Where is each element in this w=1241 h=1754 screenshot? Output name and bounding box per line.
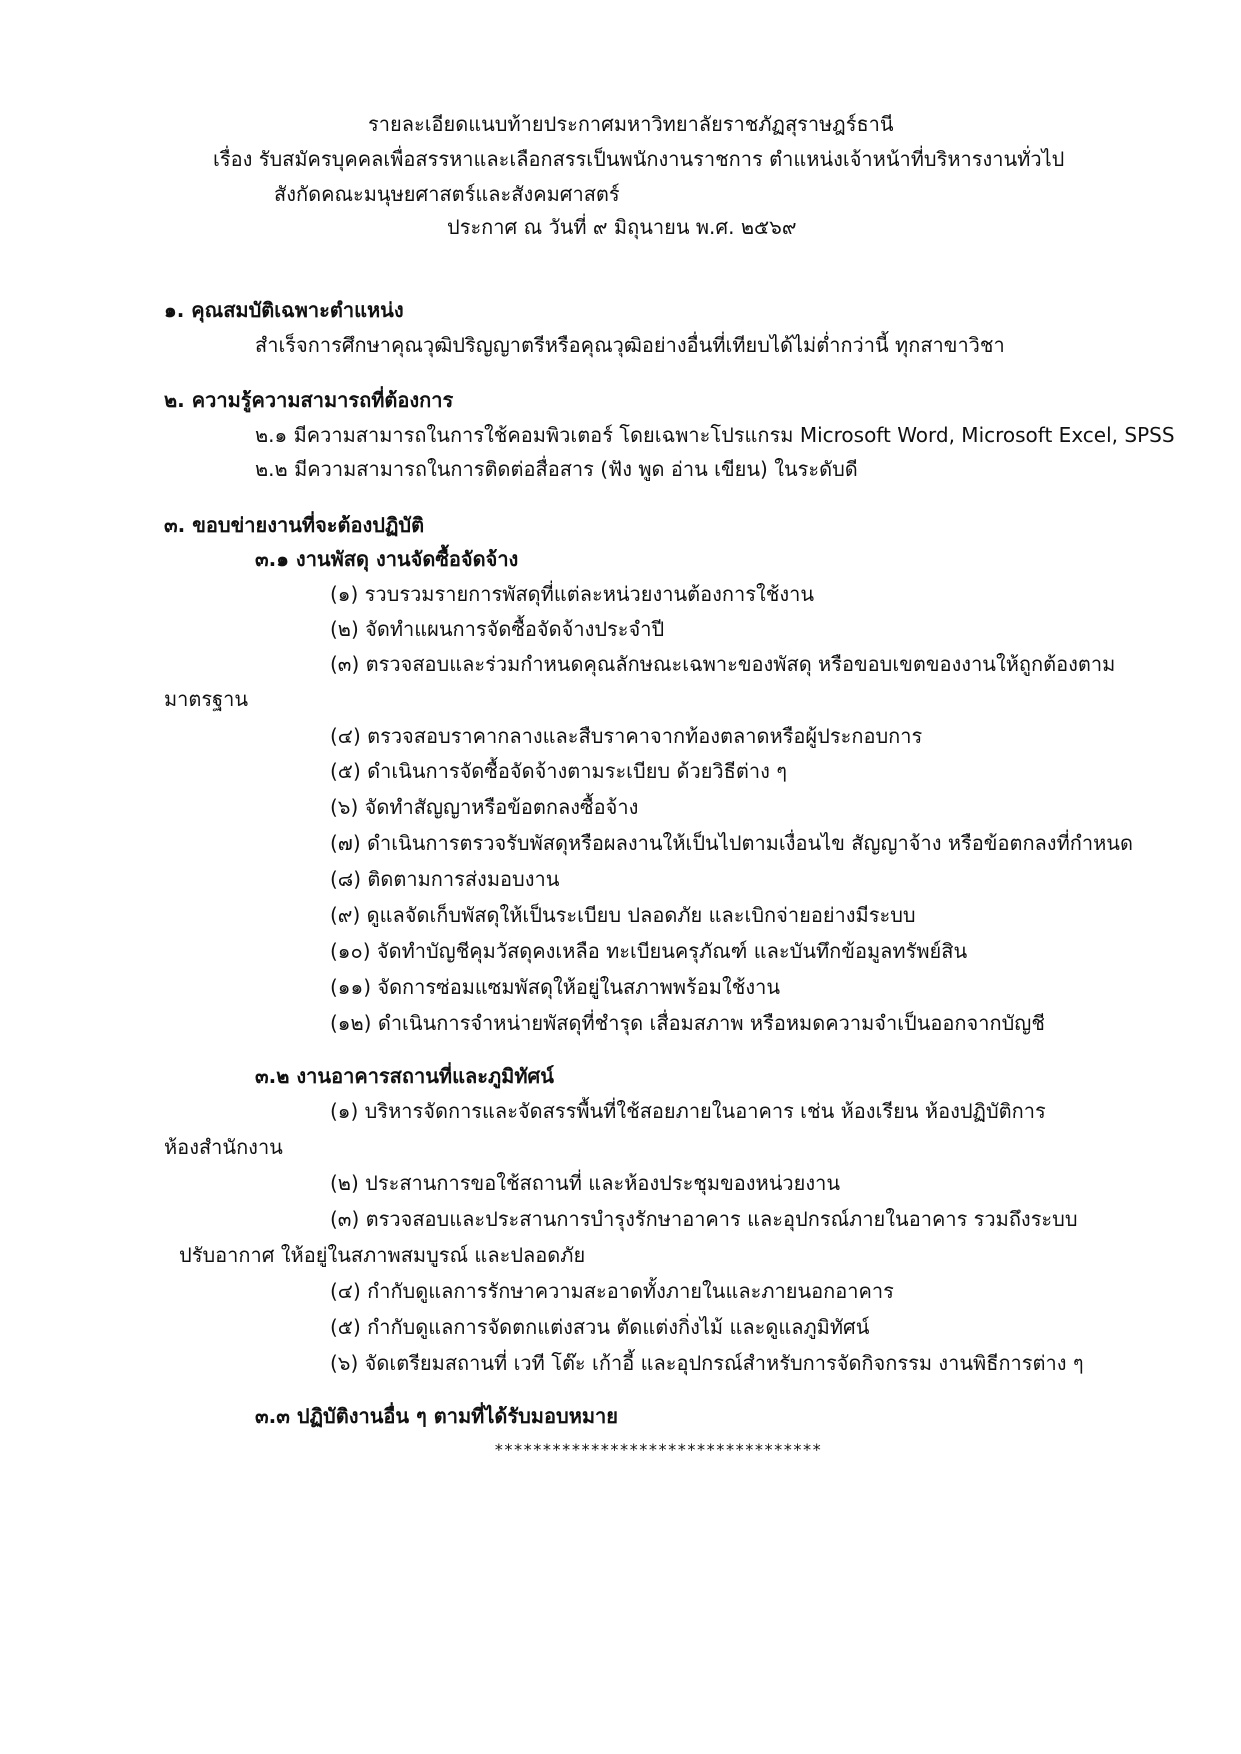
section-3-3-heading: ๓.๓ ปฏิบัติงานอื่น ๆ ตามที่ได้รับมอบหมาย xyxy=(255,1404,619,1428)
section-1-heading: ๑. คุณสมบัติเฉพาะตำแหน่ง xyxy=(164,298,404,322)
section-3-1-item-4: (๔) ตรวจสอบราคากลางและสืบราคาจากท้องตลาดหรือผู้ประกอบการ xyxy=(330,724,923,748)
section-3-1-item-10: (๑๐) จัดทำบัญชีคุมวัสดุคงเหลือ ทะเบียนครุภัณฑ์ และบันทึกข้อมูลทรัพย์สิน xyxy=(330,939,968,963)
section-3-2-item-3-cont: ปรับอากาศ ให้อยู่ในสภาพสมบูรณ์ และปลอดภัย xyxy=(179,1243,586,1267)
section-3-1-item-7: (๗) ดำเนินการตรวจรับพัสดุหรือผลงานให้เป็นไปตามเงื่อนไข สัญญาจ้าง หรือข้อตกลงที่กำหนด xyxy=(330,831,1133,855)
section-1-text: สำเร็จการศึกษาคุณวุฒิปริญญาตรีหรือคุณวุฒิอย่างอื่นที่เทียบได้ไม่ต่ำกว่านี้ ทุกสาขาวิชา xyxy=(255,333,1005,357)
section-3-1-item-12: (๑๒) ดำเนินการจำหน่ายพัสดุที่ชำรุด เสื่อมสภาพ หรือหมดความจำเป็นออกจากบัญชี xyxy=(330,1011,1045,1035)
section-3-1-item-9: (๙) ดูแลจัดเก็บพัสดุให้เป็นระเบียบ ปลอดภัย และเบิกจ่ายอย่างมีระบบ xyxy=(330,903,916,927)
section-3-2-heading: ๓.๒ งานอาคารสถานที่และภูมิทัศน์ xyxy=(255,1064,554,1088)
section-3-2-item-3: (๓) ตรวจสอบและประสานการบำรุงรักษาอาคาร และอุปกรณ์ภายในอาคาร รวมถึงระบบ xyxy=(330,1207,1078,1231)
header-date: ประกาศ ณ วันที่ ๙ มิถุนายน พ.ศ. ๒๕๖๙ xyxy=(447,215,797,239)
section-2-item-2: ๒.๒ มีความสามารถในการติดต่อสื่อสาร (ฟัง พูด อ่าน เขียน) ในระดับดี xyxy=(255,457,858,481)
section-3-1-item-6: (๖) จัดทำสัญญาหรือข้อตกลงซื้อจ้าง xyxy=(330,795,639,819)
footer-separator: ********************************** xyxy=(494,1440,822,1459)
section-3-1-heading: ๓.๑ งานพัสดุ งานจัดซื้อจัดจ้าง xyxy=(255,547,519,571)
section-3-2-item-6: (๖) จัดเตรียมสถานที่ เวที โต๊ะ เก้าอี้ และอุปกรณ์สำหรับการจัดกิจกรรม งานพิธีการต่าง ๆ xyxy=(330,1351,1084,1375)
section-3-1-item-8: (๘) ติดตามการส่งมอบงาน xyxy=(330,867,560,891)
section-3-2-item-5: (๕) กำกับดูแลการจัดตกแต่งสวน ตัดแต่งกิ่งไม้ และดูแลภูมิทัศน์ xyxy=(330,1315,870,1339)
section-3-1-item-3-cont: มาตรฐาน xyxy=(164,687,249,711)
section-3-2-item-2: (๒) ประสานการขอใช้สถานที่ และห้องประชุมของหน่วยงาน xyxy=(330,1171,841,1195)
header-department: สังกัดคณะมนุษยศาสตร์และสังคมศาสตร์ xyxy=(274,182,620,206)
section-3-1-item-1: (๑) รวบรวมรายการพัสดุที่แต่ละหน่วยงานต้องการใช้งาน xyxy=(330,582,815,606)
header-title: รายละเอียดแนบท้ายประกาศมหาวิทยาลัยราชภัฏสุราษฎร์ธานี xyxy=(368,112,894,136)
section-3-2-item-4: (๔) กำกับดูแลการรักษาความสะอาดทั้งภายในและภายนอกอาคาร xyxy=(330,1279,894,1303)
section-3-1-item-11: (๑๑) จัดการซ่อมแซมพัสดุให้อยู่ในสภาพพร้อมใช้งาน xyxy=(330,975,780,999)
section-3-2-item-1: (๑) บริหารจัดการและจัดสรรพื้นที่ใช้สอยภายในอาคาร เช่น ห้องเรียน ห้องปฏิบัติการ xyxy=(330,1099,1046,1123)
section-2-heading: ๒. ความรู้ความสามารถที่ต้องการ xyxy=(164,388,454,412)
header-subject: เรื่อง รับสมัครบุคคลเพื่อสรรหาและเลือกสรรเป็นพนักงานราชการ ตำแหน่งเจ้าหน้าที่บริหารงานทั่วไป xyxy=(213,147,1065,171)
section-3-2-item-1-cont: ห้องสำนักงาน xyxy=(164,1135,283,1159)
section-2-item-1: ๒.๑ มีความสามารถในการใช้คอมพิวเตอร์ โดยเฉพาะโปรแกรม Microsoft Word, Microsoft Excel, SPSS xyxy=(255,423,1175,447)
section-3-1-item-2: (๒) จัดทำแผนการจัดซื้อจัดจ้างประจำปี xyxy=(330,617,665,641)
section-3-1-item-5: (๕) ดำเนินการจัดซื้อจัดจ้างตามระเบียบ ด้วยวิธีต่าง ๆ xyxy=(330,759,787,783)
section-3-heading: ๓. ขอบข่ายงานที่จะต้องปฏิบัติ xyxy=(164,513,425,537)
section-3-1-item-3: (๓) ตรวจสอบและร่วมกำหนดคุณลักษณะเฉพาะของพัสดุ หรือขอบเขตของงานให้ถูกต้องตาม xyxy=(330,652,1116,676)
